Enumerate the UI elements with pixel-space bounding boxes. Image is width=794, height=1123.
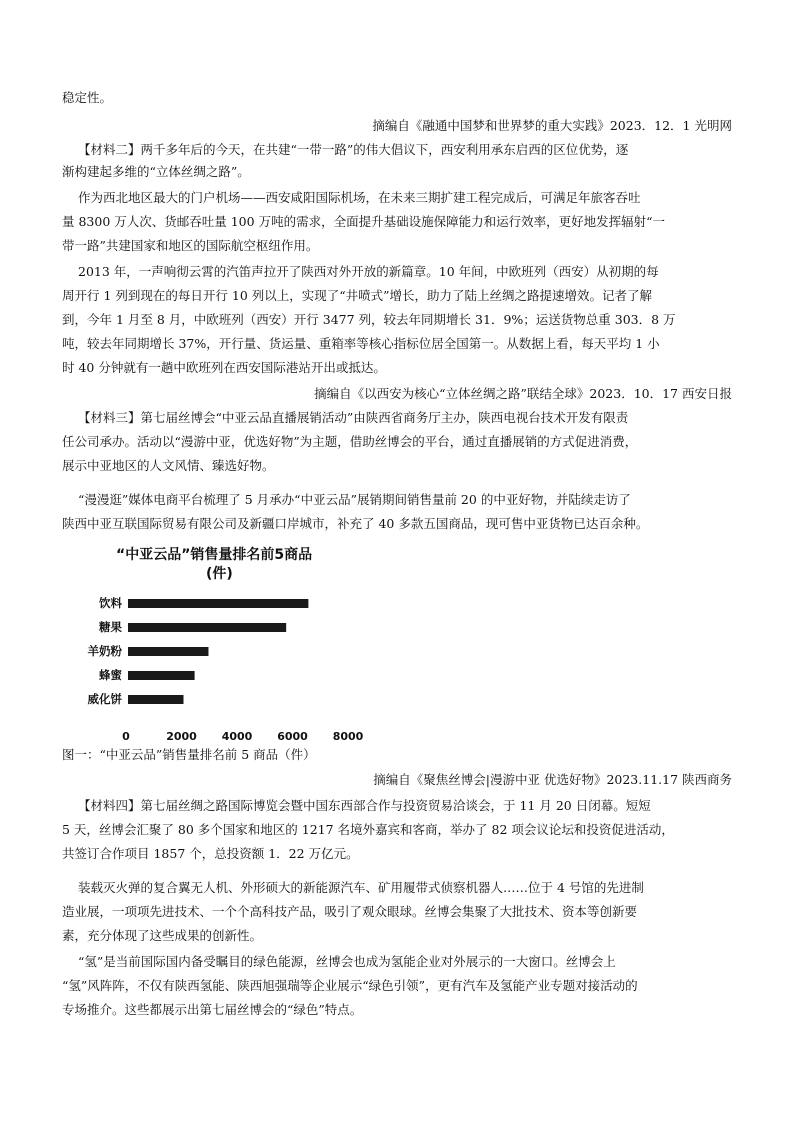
text-line: 造业展，一项项先进技术、一个个高科技产品，吸引了观众眼球。丝博会集聚了大批技术、资本等创新要: [62, 904, 638, 919]
text-line: “氢”是当前国际国内备受瞩目的绿色能源，丝博会也成为氢能企业对外展示的一大窗口。丝博会上: [78, 954, 616, 969]
text-line: “漫漫逛”媒体电商平台梳理了 5 月承办“中亚云品”展销期间销售量前 20 的中亚好物，并陆续走访了: [78, 492, 631, 507]
x-tick-label: 2000: [166, 730, 197, 743]
text-line: 素，充分体现了这些成果的创新性。: [62, 928, 263, 943]
text-line: 2013 年，一声响彻云霄的汽笛声拉开了陕西对外开放的新篇章。10 年间，中欧班列（西安）从初期的每: [78, 264, 659, 279]
text-line: 稳定性。: [62, 90, 113, 105]
x-tick-label: 8000: [332, 730, 364, 743]
text-line: 【材料四】第七届丝绸之路国际博览会暨中国东西部合作与投资贸易洽谈会，于 11 月 20 日闭幕。短短: [78, 798, 651, 813]
category-label: 饮料: [99, 596, 122, 610]
text-line: 带一路”共建国家和地区的国际航空枢纽作用。: [62, 238, 319, 253]
text-line: 任公司承办。活动以“漫游中亚，优选好物”为主题，借助丝博会的平台，通过直播展销的方式促进消费，: [62, 434, 638, 449]
bar-chart: [70, 585, 370, 743]
bar: [128, 695, 184, 704]
text-line: 作为西北地区最大的门户机场——西安咸阳国际机场，在未来三期扩建工程完成后，可满足年旅客吞吐: [78, 190, 641, 205]
text-line: 【材料三】第七届丝博会“中亚云品直播展销活动”由陕西省商务厅主办，陕西电视台技术开发有限责: [78, 410, 629, 425]
text-line: 时 40 分钟就有一趟中欧班列在西安国际港站开出或抵达。: [62, 360, 386, 375]
x-tick-label: 4000: [221, 730, 253, 743]
text-line: “氢”风阵阵，不仅有陕西氢能、陕西旭强瑞等企业展示“绿色引领”，更有汽车及氢能产业专题对接活动的: [62, 978, 638, 993]
text-line: 量 8300 万人次、货邮吞吐量 100 万吨的需求，全面提升基础设施保障能力和运行效率，更好地发挥辐射“一: [62, 214, 665, 229]
bar: [128, 623, 286, 632]
text-line: 到，今年 1 月至 8 月，中欧班列（西安）开行 3477 列，较去年同期增长 31．9%；运送货物总重 303．8 万: [62, 312, 676, 327]
source-citation: 摘编自《聚焦丝博会|漫游中亚 优选好物》2023.11.17 陕西商务: [373, 772, 732, 787]
bar: [128, 599, 308, 608]
text-line: 陕西中亚互联国际贸易有限公司及新疆口岸城市，补充了 40 多款五国商品，现可售中亚货物已达百余种。: [62, 516, 649, 531]
text-line: 5 天，丝博会汇聚了 80 多个国家和地区的 1217 名境外嘉宾和客商，举办了 82 项会议论坛和投资促进活动，: [62, 822, 674, 837]
text-line: 展示中亚地区的人文风情、臻选好物。: [62, 458, 275, 473]
text-line: 吨，较去年同期增长 37%，开行量、货运量、重箱率等核心指标位居全国第一。从数据上看，每天平均 1 小: [62, 336, 660, 351]
chart-title: “中亚云品”销售量排名前5商品: [116, 547, 313, 563]
text-line: 周开行 1 列到现在的每日开行 10 列以上，实现了“井喷式”增长，助力了陆上丝绸之路提速增效。记者了解: [62, 288, 653, 303]
x-tick-label: 6000: [277, 730, 308, 743]
text-line: 图一：“中亚云品”销售量排名前 5 商品（件）: [62, 747, 316, 762]
text-line: 专场推介。这些都展示出第七届丝博会的“绿色”特点。: [62, 1002, 363, 1017]
bar: [128, 647, 208, 656]
bar: [128, 671, 195, 680]
text-line: 共签订合作项目 1857 个，总投资额 1．22 万亿元。: [62, 846, 359, 861]
category-label: 蜂蜜: [99, 668, 122, 682]
category-label: 羊奶粉: [87, 644, 122, 658]
text-line: 装载灭火弹的复合翼无人机、外形硕大的新能源汽车、矿用履带式侦察机器人……位于 4 号馆的先进制: [78, 880, 644, 895]
category-label: 糖果: [99, 620, 122, 634]
text-line: 渐构建起多维的“立体丝绸之路”。: [62, 164, 250, 179]
source-citation: 摘编自《以西安为核心“立体丝绸之路”联结全球》2023．10．17 西安日报: [314, 386, 732, 401]
x-tick-label: 0: [122, 730, 130, 743]
text-line: 【材料二】两千多年后的今天，在共建“一带一路”的伟大倡议下，西安利用承东启西的区位优势，逐: [78, 142, 629, 157]
chart-unit: (件): [206, 566, 233, 582]
source-citation: 摘编自《融通中国梦和世界梦的重大实践》2023．12．1 光明网: [372, 118, 732, 133]
category-label: 威化饼: [87, 692, 122, 706]
